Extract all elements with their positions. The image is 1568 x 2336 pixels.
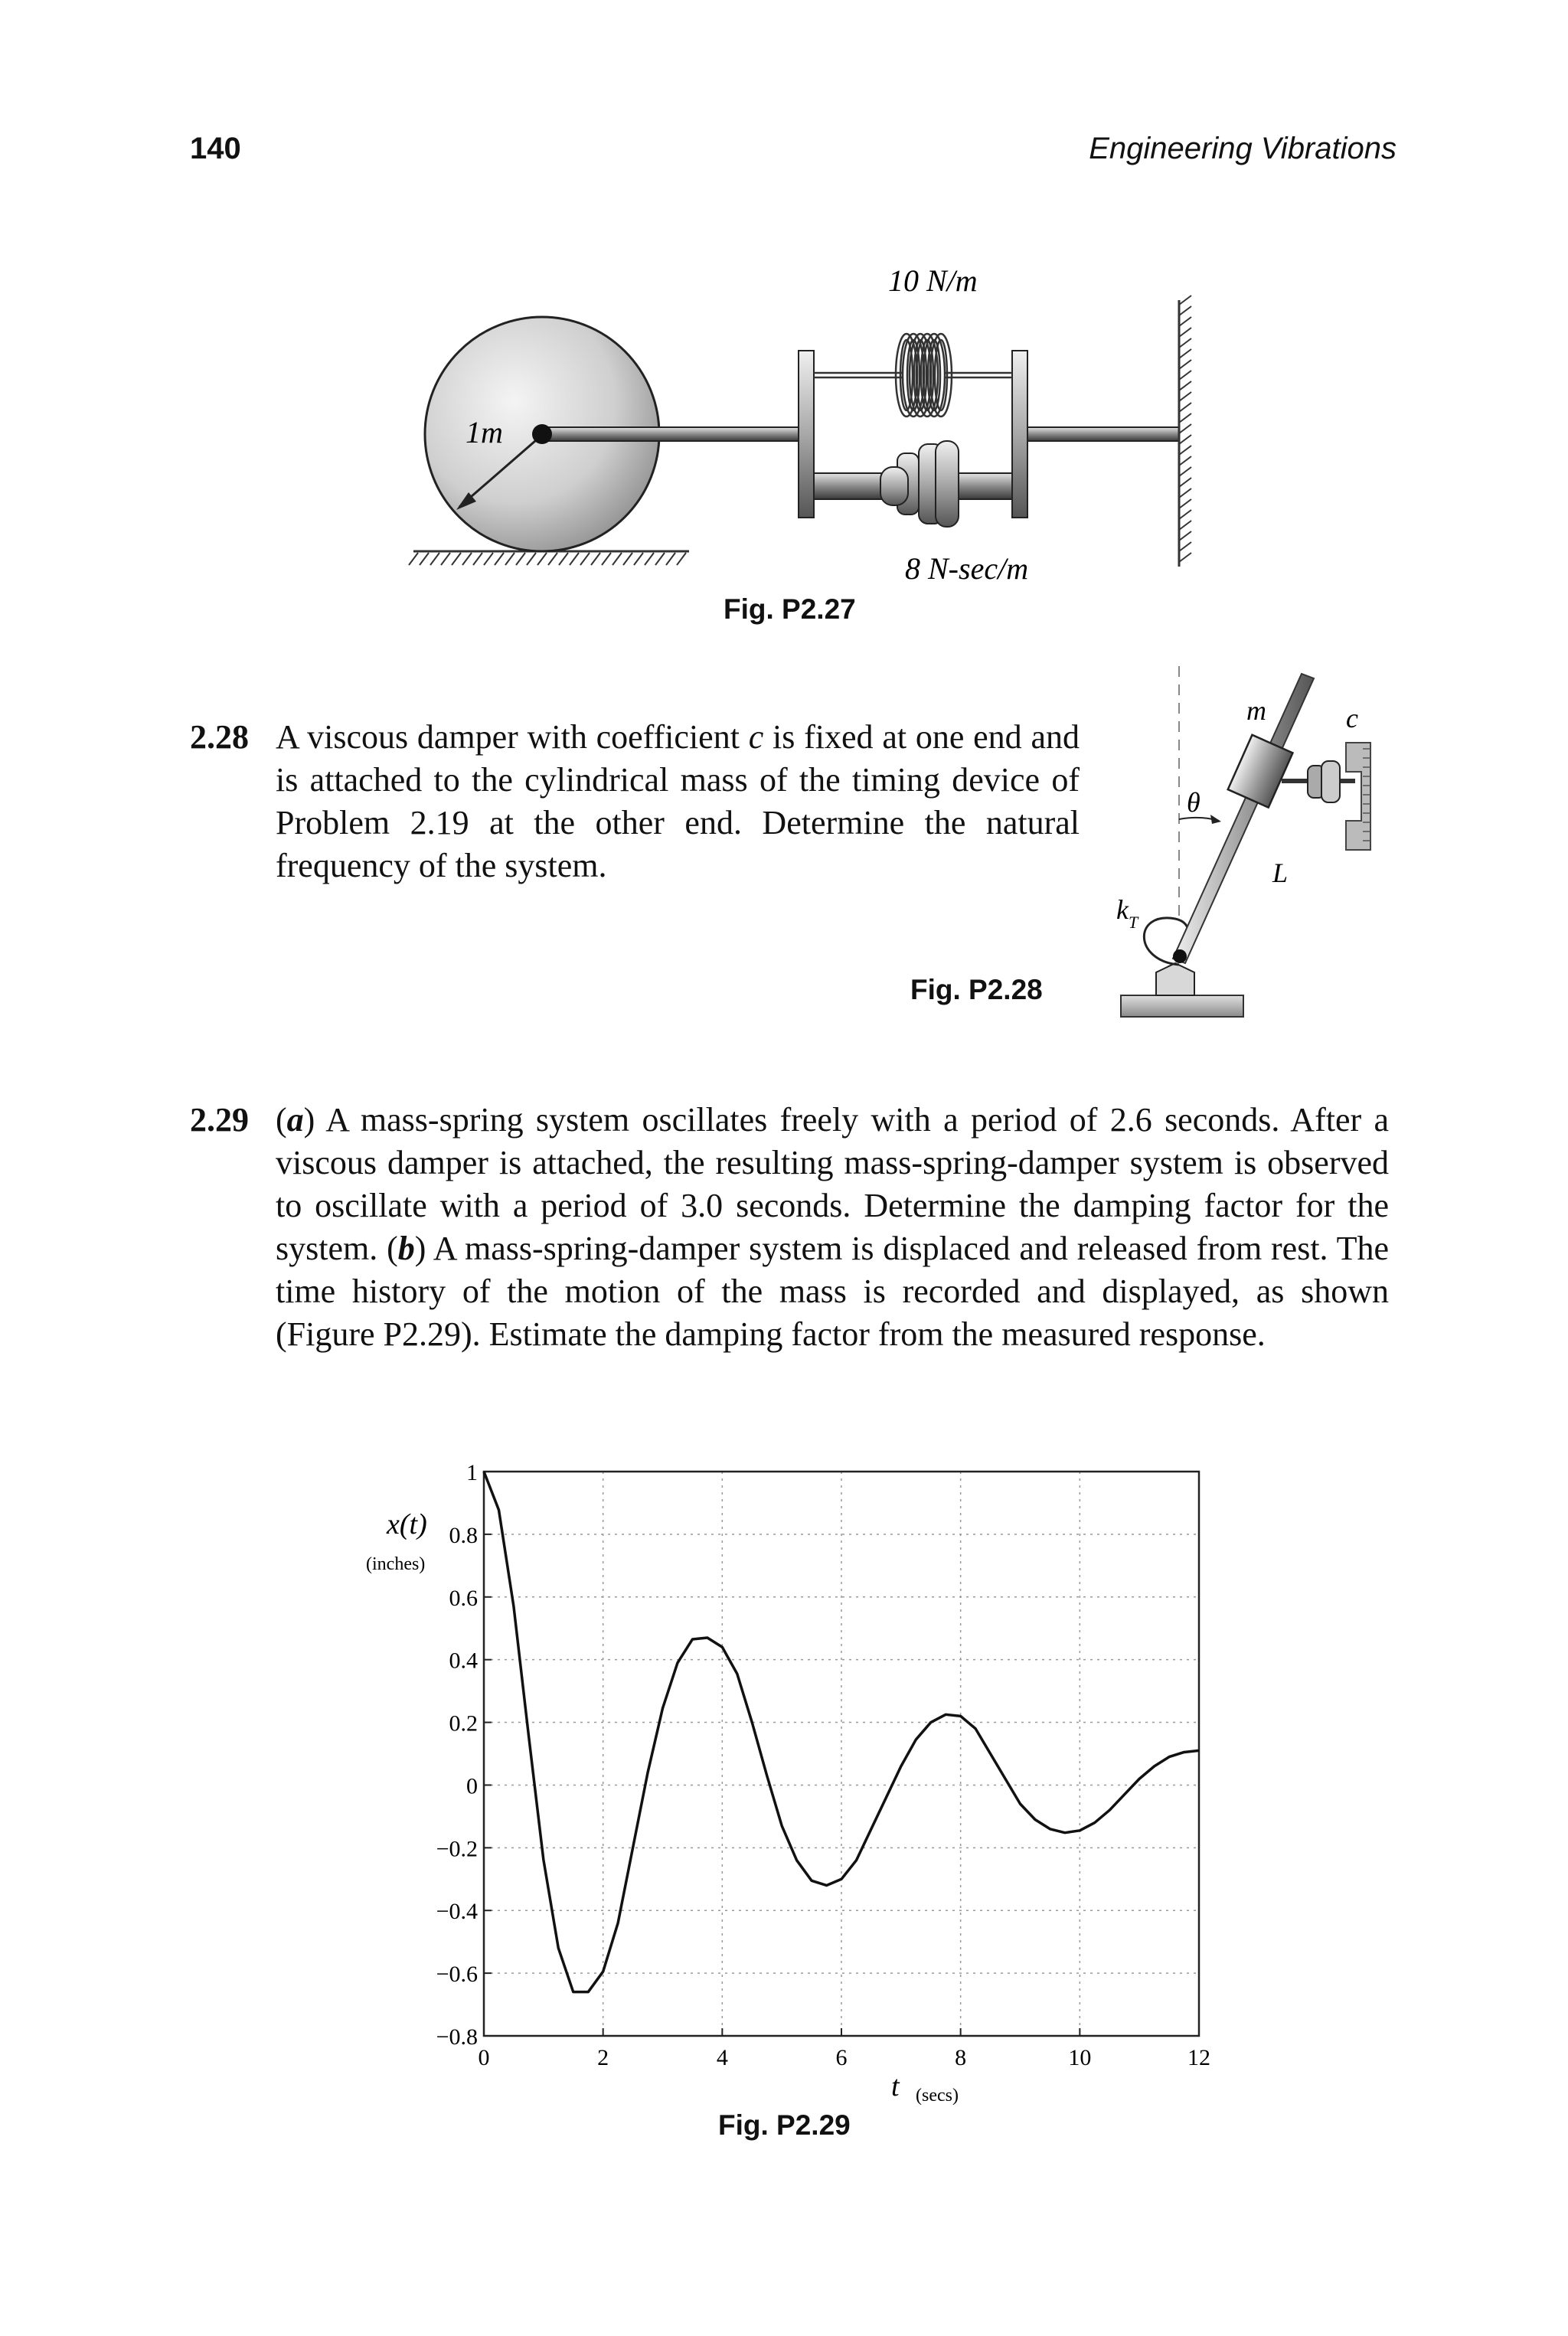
caption-fig-p2-29: Fig. P2.29 bbox=[718, 2109, 851, 2141]
y-tick-label: −0.2 bbox=[436, 1836, 478, 1862]
spring-label: 10 N/m bbox=[888, 263, 978, 298]
y-tick-label: 0.4 bbox=[449, 1648, 478, 1674]
y-tick-label: −0.4 bbox=[436, 1899, 478, 1925]
running-head: Engineering Vibrations bbox=[1089, 132, 1396, 165]
y-axis-label: x(t) bbox=[387, 1508, 427, 1540]
chart-grid bbox=[484, 1472, 1199, 2036]
y-tick-label: 1 bbox=[466, 1460, 478, 1485]
x-axis-unit: (secs) bbox=[916, 2086, 959, 2106]
x-tick-label: 6 bbox=[835, 2045, 848, 2070]
page-number: 140 bbox=[190, 132, 241, 165]
text-segment: A mass-spring system oscillates freely with a period of 2.6 seconds. After a viscous damper is attached, the resulting mass-spring-damper system is observed to oscillate with a period of 3.0 seconds. Determine the damping factor for the system. bbox=[276, 1101, 1389, 1267]
label-c: c bbox=[1346, 703, 1358, 733]
label-L: L bbox=[1272, 858, 1289, 888]
text-segment: ( bbox=[387, 1230, 398, 1267]
caption-fig-p2-28: Fig. P2.28 bbox=[910, 974, 1043, 1005]
y-tick-label: −0.8 bbox=[436, 2024, 478, 2050]
y-axis-unit: (inches) bbox=[366, 1554, 426, 1574]
text-segment: A viscous damper with coefficient bbox=[276, 718, 749, 756]
text-segment: is fixed at one end and is attached to the cylindrical mass of the timing device of Problem 2.19 at the other end. Determine the natural frequency of the system. bbox=[276, 718, 1080, 884]
problem-number: 2.29 bbox=[190, 1101, 249, 1139]
y-tick-label: 0.2 bbox=[449, 1710, 478, 1736]
label-kT: $k_T$ bbox=[1116, 894, 1138, 932]
part-a-label: a bbox=[286, 1101, 304, 1139]
label-theta: θ bbox=[1187, 787, 1200, 818]
x-tick-label: 4 bbox=[716, 2045, 728, 2070]
text-segment: ( bbox=[276, 1101, 287, 1139]
y-tick-label: 0.6 bbox=[449, 1585, 478, 1611]
label-m: m bbox=[1246, 695, 1266, 726]
caption-fig-p2-27: Fig. P2.27 bbox=[724, 593, 856, 625]
radius-label: 1m bbox=[466, 415, 503, 449]
text-segment: ) bbox=[414, 1230, 426, 1267]
problem-number: 2.28 bbox=[190, 718, 249, 756]
y-tick-label: 0 bbox=[466, 1773, 478, 1799]
text-segment: ) bbox=[303, 1101, 315, 1139]
x-tick-label: 10 bbox=[1068, 2045, 1092, 2070]
x-tick-label: 2 bbox=[597, 2045, 609, 2070]
damper-label: 8 N-sec/m bbox=[905, 551, 1029, 586]
chart-ticks bbox=[436, 1460, 1210, 2070]
x-tick-label: 8 bbox=[955, 2045, 967, 2070]
x-tick-label: 0 bbox=[478, 2045, 490, 2070]
x-tick-label: 12 bbox=[1187, 2045, 1210, 2070]
text-segment: A mass-spring-damper system is displaced and released from rest. The time history of the motion of the mass is recorded and displayed, as shown (Figure P2.29). Estimate the damping factor from the measured response. bbox=[276, 1230, 1389, 1353]
y-tick-label: 0.8 bbox=[449, 1522, 478, 1548]
x-axis-label: t bbox=[891, 2070, 900, 2102]
y-tick-label: −0.6 bbox=[436, 1962, 478, 1988]
part-b-label: b bbox=[397, 1230, 415, 1267]
coefficient-symbol: c bbox=[748, 718, 764, 756]
